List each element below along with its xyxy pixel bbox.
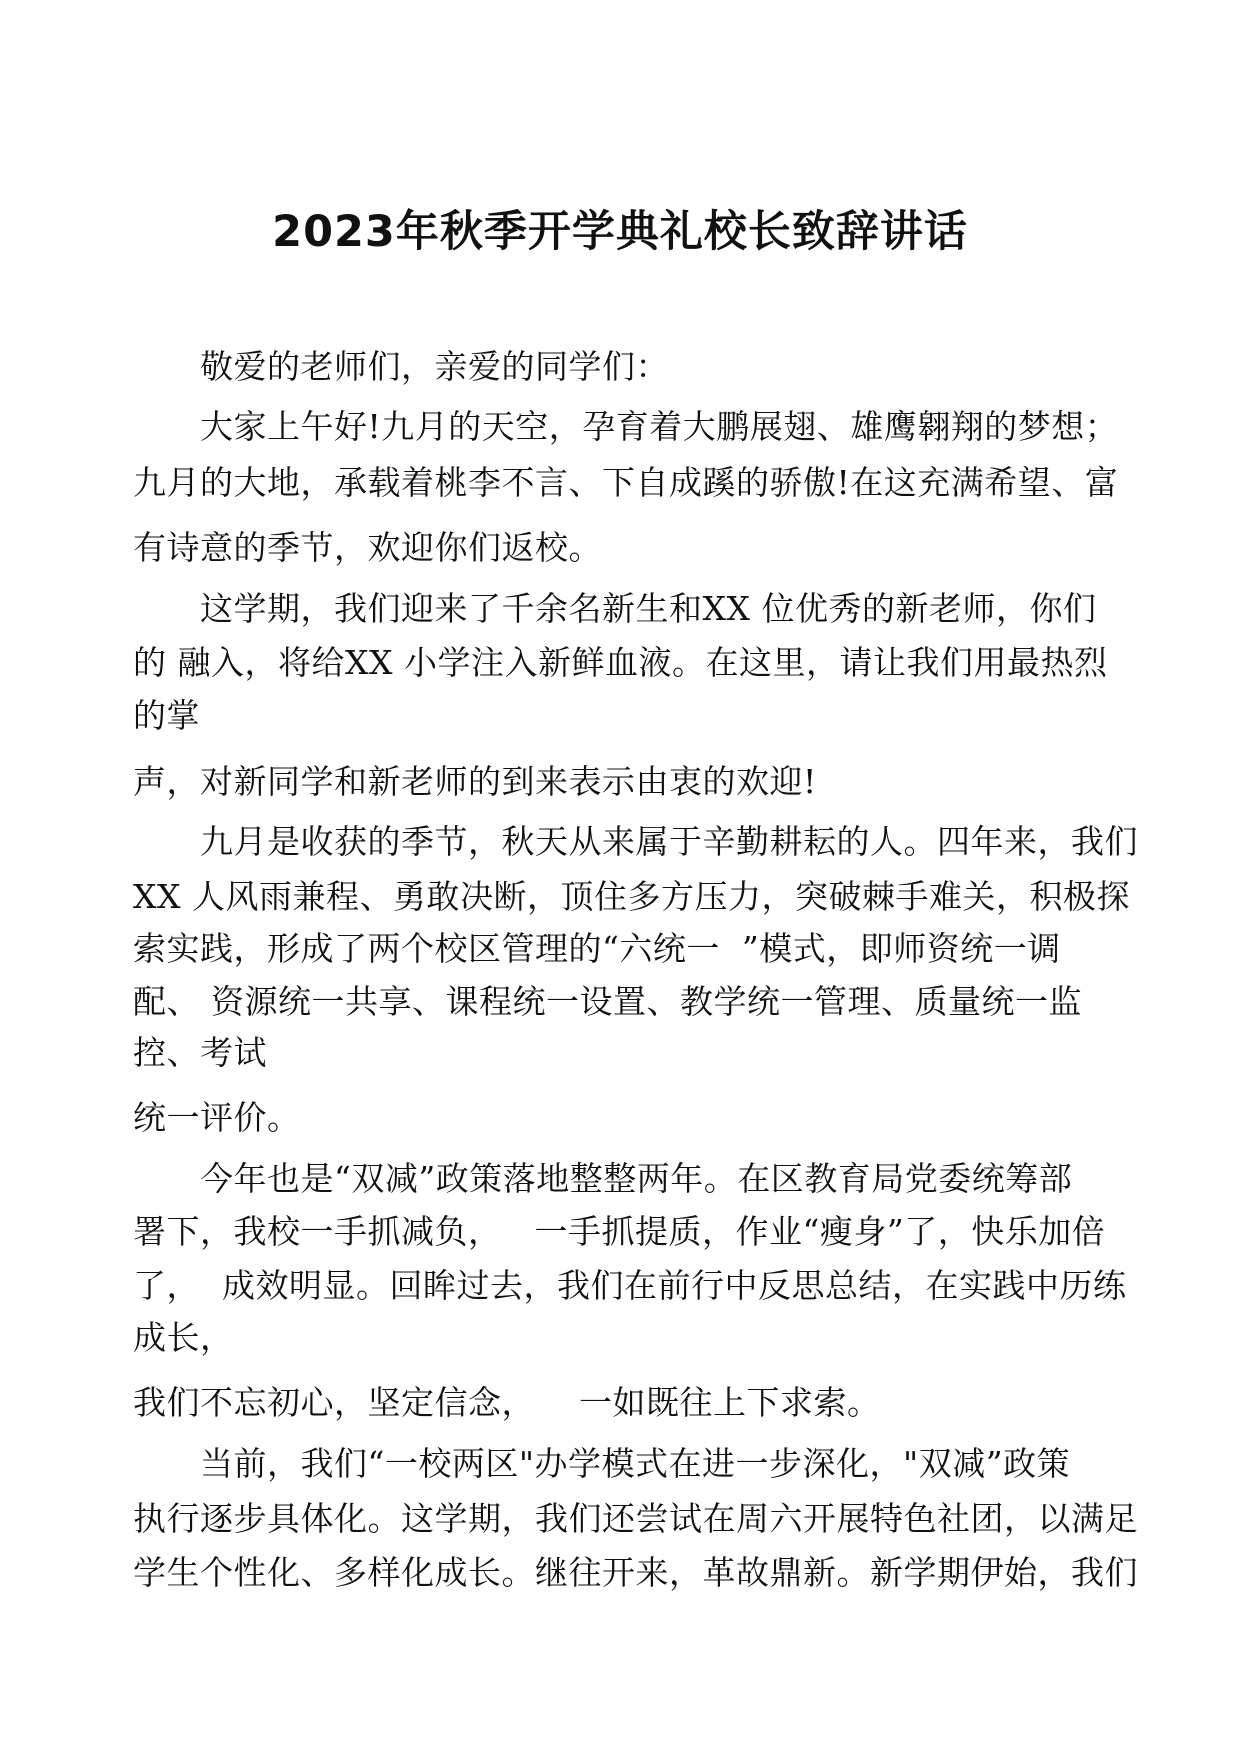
text-line: 这学期，我们迎来了千余名新生和XX 位优秀的新老师，你们	[200, 589, 1097, 628]
text-line: 敬爱的老师们，亲爱的同学们：	[200, 347, 669, 386]
text-line: 的 融入，将给XX 小学注入新鲜血液。在这里，请让我们用最热烈	[133, 643, 1108, 682]
text-line: 今年也是“双减”政策落地整整两年。在区教育局党委统筹部	[200, 1159, 1073, 1198]
text-line: 署下，我校一手抓减负， 一手抓提质，作业“瘦身”了，快乐加倍	[133, 1212, 1106, 1251]
text-line: 成长，	[133, 1318, 234, 1357]
text-line: 我们不忘初心，坚定信念， 一如既往上下求索。	[133, 1383, 881, 1422]
text-line: 九月的大地，承载着桃李不言、下自成蹊的骄傲!在这充满希望、富	[133, 463, 1119, 502]
text-line: 九月是收获的季节，秋天从来属于辛勤耕耘的人。四年来，我们	[200, 822, 1138, 861]
text-line: 索实践，形成了两个校区管理的“六统一 ”模式，即师资统一调	[133, 929, 1061, 968]
text-line: 有诗意的季节，欢迎你们返校。	[133, 528, 602, 567]
text-line: 大家上午好!九月的天空，孕育着大鹏展翅、雄鹰翱翔的梦想；	[200, 407, 1119, 446]
text-line: 统一评价。	[133, 1098, 301, 1137]
text-line: 的掌	[133, 696, 200, 735]
text-line: 声，对新同学和新老师的到来表示由衷的欢迎!	[133, 762, 817, 801]
text-line: 学生个性化、多样化成长。继往开来，革故鼎新。新学期伊始，我们	[133, 1553, 1138, 1592]
text-line: 了， 成效明显。回眸过去，我们在前行中反思总结，在实践中历练	[133, 1266, 1127, 1305]
text-line: XX 人风雨兼程、勇敢决断，顶住多方压力，突破棘手难关，积极探	[133, 877, 1130, 916]
text-line: 执行逐步具体化。这学期，我们还尝试在周六开展特色社团，以满足	[133, 1499, 1138, 1538]
document-title: 2023年秋季开学典礼校长致辞讲话	[272, 207, 968, 257]
text-line: 配、 资源统一共享、课程统一设置、教学统一管理、质量统一监	[133, 982, 1082, 1021]
text-line: 当前，我们“一校两区"办学模式在进一步深化，"双减”政策	[200, 1444, 1071, 1483]
text-line: 控、考试	[133, 1033, 267, 1072]
